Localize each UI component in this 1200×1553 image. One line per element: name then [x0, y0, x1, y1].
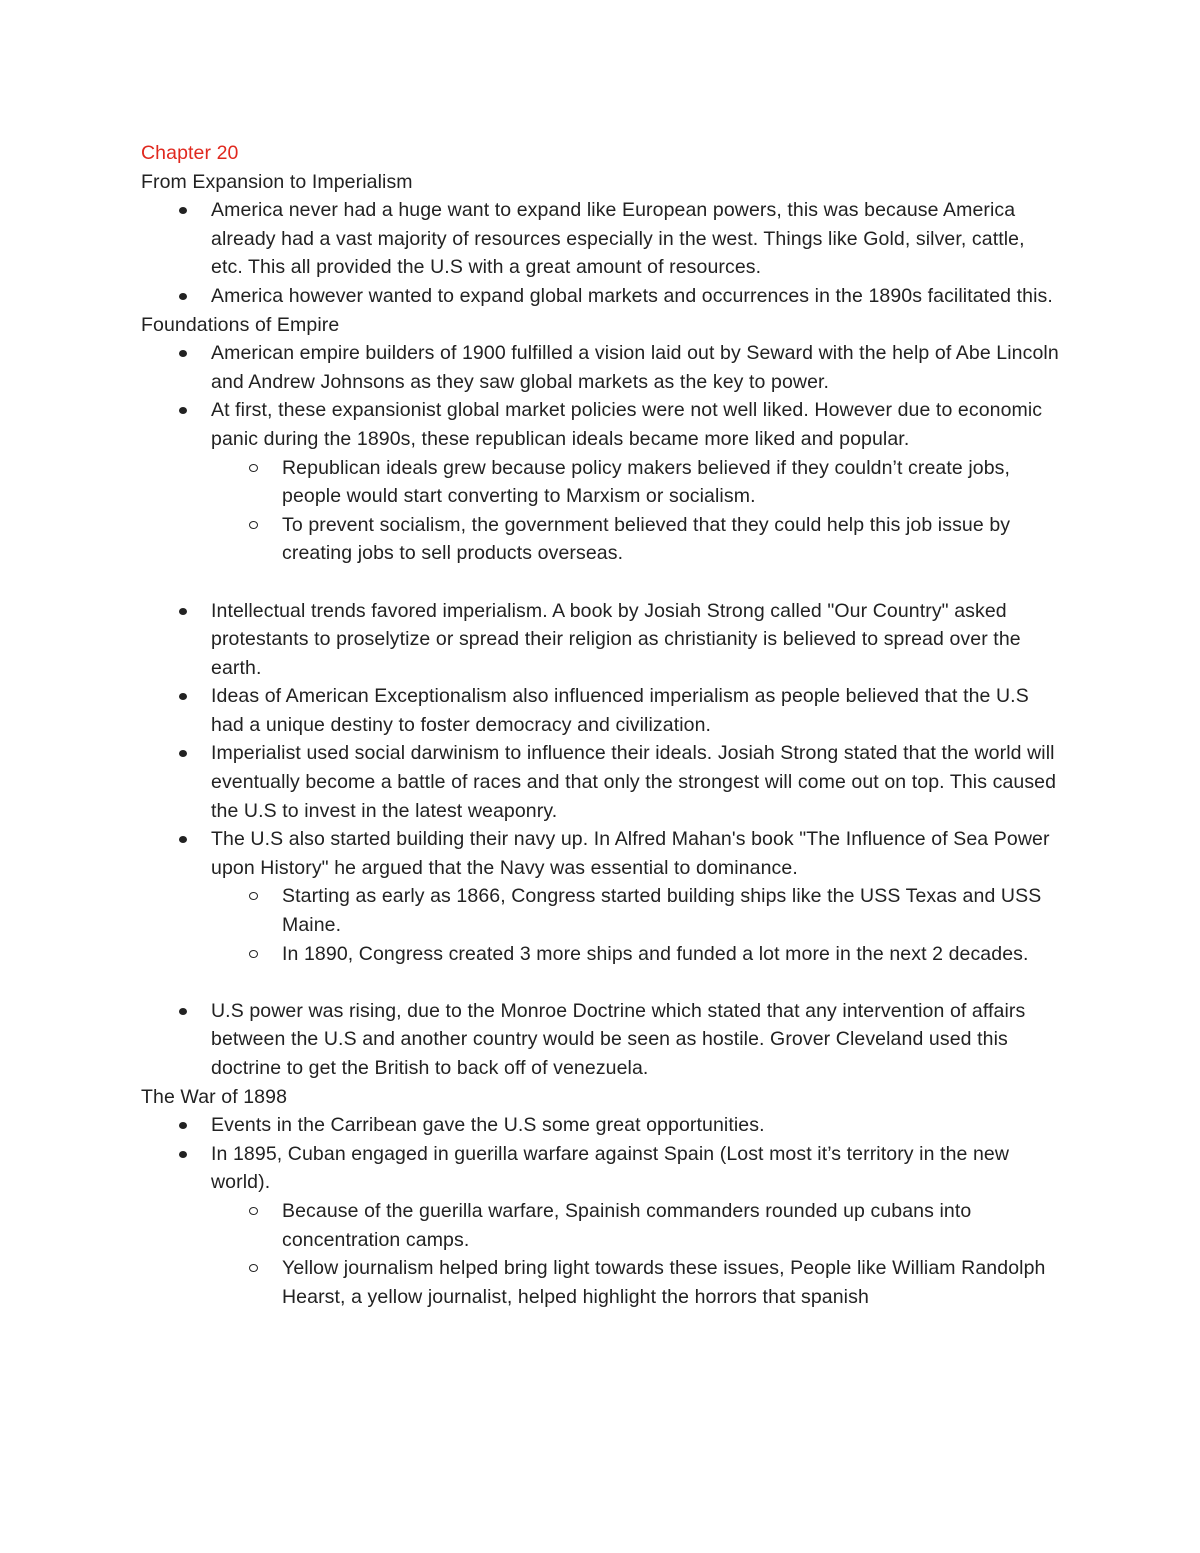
hollow-bullet-icon	[249, 1264, 258, 1272]
hollow-bullet-icon	[249, 521, 258, 529]
list-item	[141, 339, 1061, 396]
hollow-bullet-icon	[249, 464, 258, 472]
list-item	[141, 396, 1061, 453]
sub-list-item-text: To prevent socialism, the government believed that they could help this job issue by creating jobs to sell products overseas.	[282, 513, 1011, 565]
sub-list-item	[211, 1254, 1061, 1311]
list-item	[141, 825, 1061, 882]
sub-list-item-text: In 1890, Congress created 3 more ships and funded a lot more in the next 2 decades.	[282, 942, 1029, 965]
section-heading-war-1898: The War of 1898	[141, 1085, 288, 1108]
hollow-bullet-icon	[249, 1207, 258, 1215]
sub-list-item	[211, 511, 1061, 568]
bullet-list	[141, 1111, 1061, 1197]
chapter-title: Chapter 20	[141, 142, 239, 164]
blank-line	[141, 968, 1061, 997]
sub-list-item	[211, 882, 1061, 939]
sub-list-item-text: Starting as early as 1866, Congress started building ships like the USS Texas and USS Maine.	[282, 885, 1042, 937]
bullet-icon	[179, 1122, 187, 1129]
bullet-list	[141, 339, 1061, 453]
list-item	[141, 682, 1061, 739]
bullet-icon	[179, 693, 187, 700]
section-heading-expansion: From Expansion to Imperialism	[141, 170, 413, 193]
document-page	[141, 139, 1061, 1311]
sub-bullet-list	[141, 1197, 1061, 1311]
blank-line	[141, 568, 1061, 597]
bullet-icon	[179, 1151, 187, 1158]
bullet-icon	[179, 750, 187, 757]
bullet-icon	[179, 407, 187, 414]
list-item	[141, 997, 1061, 1083]
bullet-icon	[179, 1008, 187, 1015]
list-item	[141, 739, 1061, 825]
list-item-text: America however wanted to expand global markets and occurrences in the 1890s facilitated this.	[211, 284, 1053, 307]
sub-list-item	[211, 1197, 1061, 1254]
sub-bullet-list	[141, 454, 1061, 568]
list-item	[141, 1111, 1061, 1140]
list-item-text: In 1895, Cuban engaged in guerilla warfare against Spain (Lost most it’s territory in the new world).	[211, 1142, 1010, 1194]
sub-bullet-list	[141, 882, 1061, 968]
bullet-icon	[179, 207, 187, 214]
list-item	[141, 1140, 1061, 1197]
bullet-icon	[179, 293, 187, 300]
list-item-text: American empire builders of 1900 fulfilled a vision laid out by Seward with the help of Abe Lincoln and Andrew Johnsons as they saw global markets as the key to power.	[211, 342, 1059, 393]
bullet-list	[141, 597, 1061, 883]
list-item-text: At first, these expansionist global market policies were not well liked. However due to economic panic during the 1890s, these republican ideals became more liked and popular.	[211, 399, 1043, 450]
section-heading-foundations: Foundations of Empire	[141, 313, 340, 336]
list-item-text: Ideas of American Exceptionalism also influenced imperialism as people believed that the U.S had a unique destiny to foster democracy and civilization.	[211, 685, 1029, 736]
list-item-text: Imperialist used social darwinism to influence their ideals. Josiah Strong stated that the world will eventually become a battle of races and that only the strongest will come out on top. This caused the U.S to invest in the latest weaponry.	[211, 742, 1057, 822]
hollow-bullet-icon	[249, 950, 258, 958]
list-item-text: Intellectual trends favored imperialism. A book by Josiah Strong called "Our Country" asked protestants to proselytize or spread their religion as christianity is believed to spread over the earth.	[211, 599, 1021, 679]
bullet-list	[141, 997, 1061, 1083]
list-item-text: The U.S also started building their navy up. In Alfred Mahan's book "The Influence of Sea Power upon History" he argued that the Navy was essential to dominance.	[211, 828, 1050, 879]
bullet-list	[141, 196, 1061, 310]
sub-list-item	[211, 454, 1061, 511]
list-item-text: Events in the Carribean gave the U.S some great opportunities.	[211, 1114, 765, 1137]
list-item	[141, 282, 1061, 311]
list-item	[141, 597, 1061, 683]
bullet-icon	[179, 608, 187, 615]
list-item-text: America never had a huge want to expand like European powers, this was because America already had a vast majority of resources especially in the west. Things like Gold, silver, cattle, etc. This all provided the U.S with a great amount of resources.	[211, 199, 1025, 279]
bullet-icon	[179, 350, 187, 357]
hollow-bullet-icon	[249, 892, 258, 900]
sub-list-item-text: Because of the guerilla warfare, Spainish commanders rounded up cubans into concentration camps.	[282, 1199, 972, 1251]
sub-list-item-text: Republican ideals grew because policy makers believed if they couldn’t create jobs, people would start converting to Marxism or socialism.	[282, 456, 1011, 508]
sub-list-item	[211, 940, 1061, 969]
bullet-icon	[179, 836, 187, 843]
list-item-text: U.S power was rising, due to the Monroe Doctrine which stated that any intervention of affairs between the U.S and another country would be seen as hostile. Grover Cleveland used this doctrine to get the British to back off of venezuela.	[211, 999, 1026, 1079]
list-item	[141, 196, 1061, 282]
sub-list-item-text: Yellow journalism helped bring light towards these issues, People like William Randolph Hearst, a yellow journalist, helped highlight the horrors that spanish	[282, 1257, 1046, 1308]
